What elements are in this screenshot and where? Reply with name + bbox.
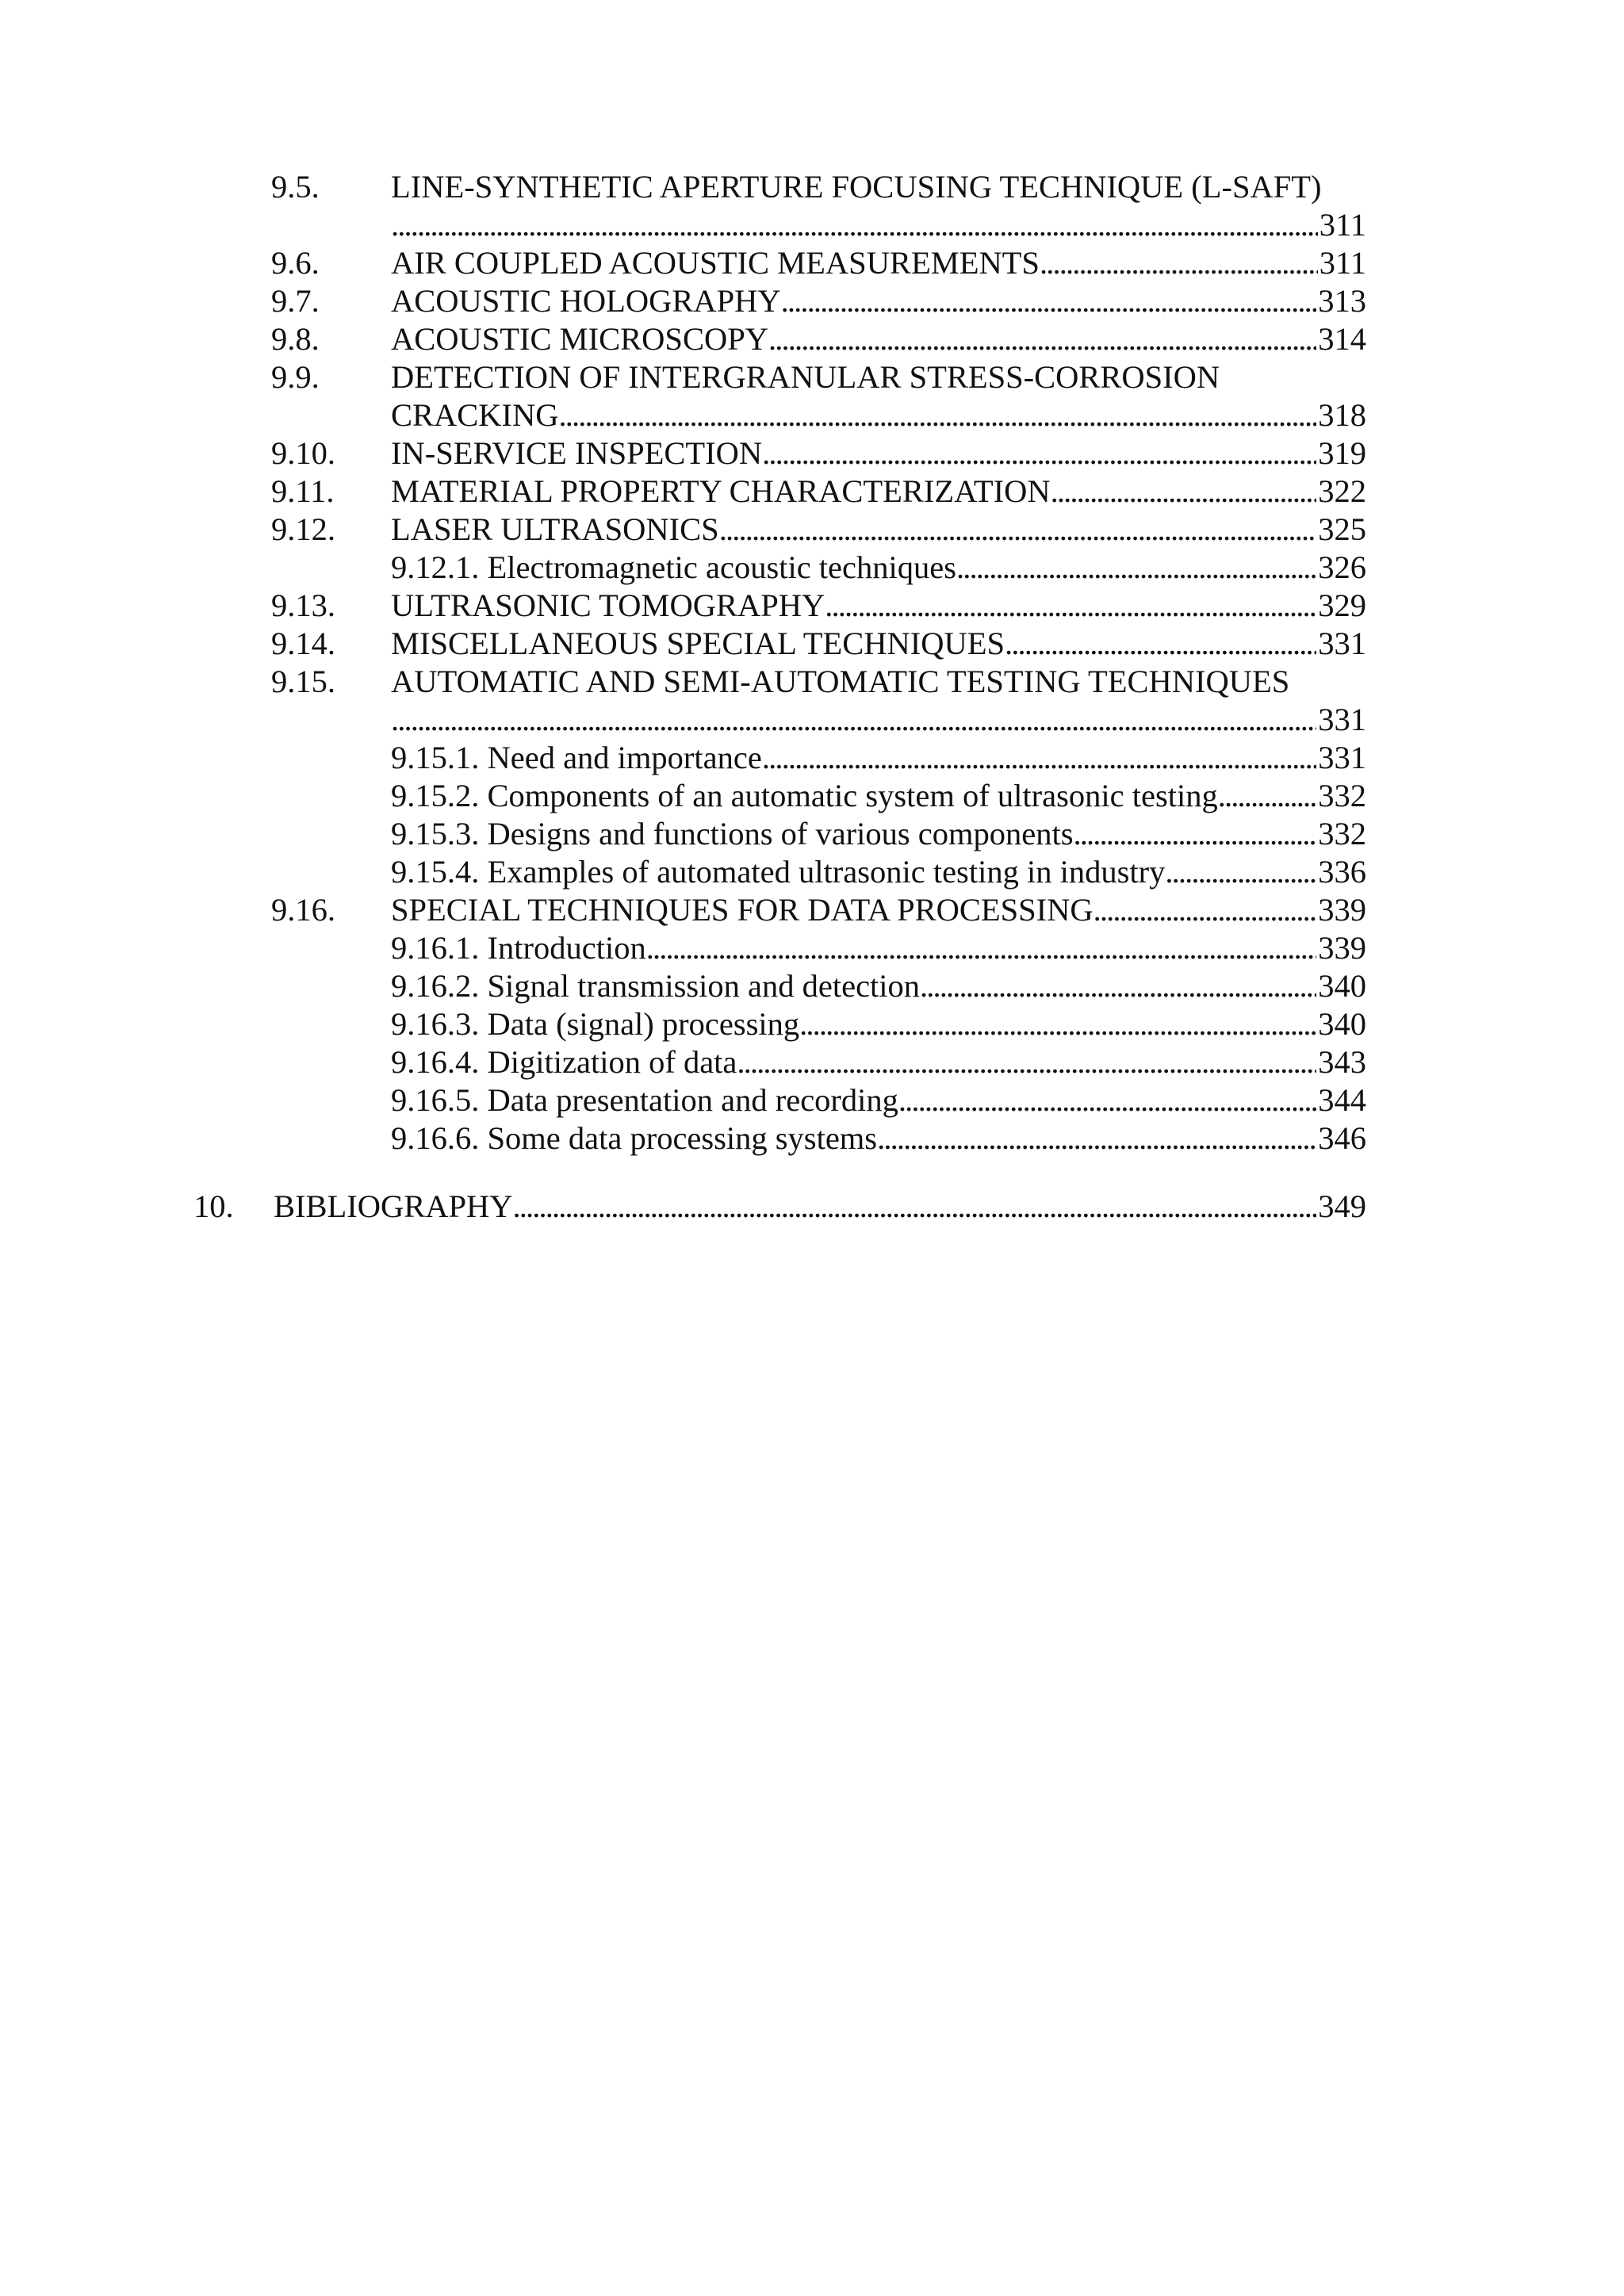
toc-entry-number: 9.8. — [271, 321, 320, 357]
toc-entry-page: 346 — [1318, 1120, 1366, 1156]
toc-entry-number: 9.15. — [271, 664, 335, 699]
dot-leader — [1051, 473, 1317, 511]
toc-entry-number: 9.10. — [271, 435, 335, 471]
toc-entry-page: 339 — [1318, 930, 1366, 966]
toc-entry-page: 336 — [1318, 854, 1366, 890]
toc-entry-number: 9.9. — [271, 359, 320, 395]
toc-entry-title: DETECTION OF INTERGRANULAR STRESS-CORROSION — [391, 359, 1220, 395]
toc-entry-number: 9.12. — [271, 511, 335, 547]
dot-leader — [920, 967, 1316, 1005]
toc-entry-title: 9.15.2. Components of an automatic system of ultrasonic testing — [391, 778, 1218, 813]
toc-entry-number: 9.7. — [271, 283, 320, 319]
toc-entry-title: 9.15.3. Designs and functions of various components — [391, 816, 1074, 851]
toc-entry-page: 332 — [1318, 816, 1366, 851]
toc-chapter-number: 10. — [193, 1188, 234, 1224]
toc-entry-page: 318 — [1318, 397, 1366, 433]
toc-entry-title: 9.16.6. Some data processing systems — [391, 1120, 878, 1156]
toc-entry-title: AUTOMATIC AND SEMI-AUTOMATIC TESTING TECHNIQUES — [391, 664, 1290, 699]
toc-entry-page: 340 — [1318, 1006, 1366, 1042]
dot-leader — [1094, 891, 1317, 929]
toc-entry-title: SPECIAL TECHNIQUES FOR DATA PROCESSING — [391, 892, 1094, 928]
toc-entry-page: 332 — [1318, 778, 1366, 813]
toc-entry-title: MATERIAL PROPERTY CHARACTERIZATION — [391, 473, 1051, 509]
dot-leader — [956, 549, 1316, 587]
toc-entry-page: 343 — [1318, 1044, 1366, 1080]
dot-leader — [1165, 853, 1316, 891]
toc-entry-page: 331 — [1318, 740, 1366, 775]
toc-entry-title: 9.16.3. Data (signal) processing — [391, 1006, 800, 1042]
dot-leader — [768, 320, 1316, 358]
toc-entry-title: MISCELLANEOUS SPECIAL TECHNIQUES — [391, 626, 1005, 661]
dot-leader — [877, 1119, 1316, 1158]
toc-entry-page: 313 — [1318, 283, 1366, 319]
toc-entry-page: 319 — [1318, 435, 1366, 471]
dot-leader — [391, 206, 1318, 244]
toc-entry-number: 9.13. — [271, 587, 335, 623]
dot-leader — [391, 701, 1316, 739]
toc-chapter-page: 349 — [1318, 1188, 1366, 1224]
dot-leader — [781, 282, 1317, 320]
toc-entry-title: AIR COUPLED ACOUSTIC MEASUREMENTS — [391, 245, 1040, 281]
dot-leader — [513, 1188, 1317, 1226]
dot-leader — [1074, 815, 1317, 853]
toc-entry-title: 9.16.4. Digitization of data — [391, 1044, 737, 1080]
toc-entry-title: 9.15.1. Need and importance — [391, 740, 762, 775]
toc-entry-title: ULTRASONIC TOMOGRAPHY — [391, 587, 825, 623]
toc-entry-title: 9.16.5. Data presentation and recording — [391, 1082, 898, 1118]
toc-entry-page: 340 — [1318, 968, 1366, 1004]
toc-entry-title: CRACKING — [391, 397, 559, 433]
dot-leader — [799, 1005, 1316, 1043]
dot-leader — [1005, 625, 1316, 663]
dot-leader — [1218, 777, 1317, 815]
toc-entry-title: 9.12.1. Electromagnetic acoustic techniques — [391, 549, 957, 585]
dot-leader — [719, 511, 1317, 549]
dot-leader — [1040, 244, 1318, 282]
toc-entry-page: 314 — [1318, 321, 1366, 357]
dot-leader — [646, 929, 1317, 967]
dot-leader — [898, 1081, 1316, 1119]
toc-entry-title: ACOUSTIC MICROSCOPY — [391, 321, 768, 357]
dot-leader — [737, 1043, 1316, 1081]
dot-leader — [762, 739, 1316, 777]
toc-entry-title: LINE-SYNTHETIC APERTURE FOCUSING TECHNIQUE (L-SAFT) — [391, 169, 1322, 205]
toc-entry-title: 9.16.2. Signal transmission and detection — [391, 968, 921, 1004]
toc-entry-page: 311 — [1319, 207, 1366, 243]
toc-entry-page: 311 — [1319, 245, 1366, 281]
toc-entry-number: 9.16. — [271, 892, 335, 928]
toc-entry-title: 9.16.1. Introduction — [391, 930, 646, 966]
toc-entry-page: 339 — [1318, 892, 1366, 928]
toc-entry-page: 326 — [1318, 549, 1366, 585]
toc-entry-number: 9.11. — [271, 473, 335, 509]
toc-entry-title: IN-SERVICE INSPECTION — [391, 435, 763, 471]
toc-entry-number: 9.6. — [271, 245, 320, 281]
toc-entry-page: 344 — [1318, 1082, 1366, 1118]
toc-entry-title: 9.15.4. Examples of automated ultrasonic testing in industry — [391, 854, 1166, 890]
toc-entry-page: 329 — [1318, 587, 1366, 623]
toc-entry-page: 325 — [1318, 511, 1366, 547]
dot-leader — [762, 434, 1316, 473]
toc-entry-number: 9.14. — [271, 626, 335, 661]
toc-entry-page: 331 — [1318, 702, 1366, 737]
toc-entry-number: 9.5. — [271, 169, 320, 205]
toc-entry-page: 331 — [1318, 626, 1366, 661]
toc-entry-title: LASER ULTRASONICS — [391, 511, 719, 547]
toc-entry-title: ACOUSTIC HOLOGRAPHY — [391, 283, 781, 319]
dot-leader — [825, 587, 1316, 625]
dot-leader — [559, 396, 1317, 434]
toc-chapter-title: BIBLIOGRAPHY — [274, 1188, 513, 1224]
toc-entry-page: 322 — [1318, 473, 1366, 509]
